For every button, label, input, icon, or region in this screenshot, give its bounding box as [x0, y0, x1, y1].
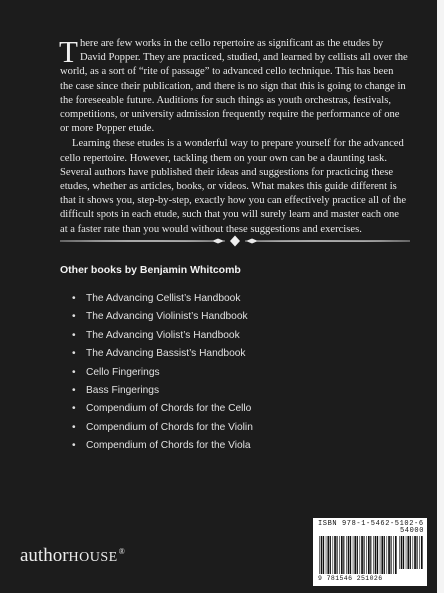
- barcode-bar: [337, 536, 338, 574]
- book-list-item: [72, 345, 253, 363]
- book-list-item: [72, 400, 253, 418]
- price-addon-text: 54000: [400, 527, 425, 535]
- barcode-bar: [354, 536, 356, 574]
- book-list-item: [72, 382, 253, 400]
- other-books-heading: Other books by Benjamin Whitcomb: [60, 264, 241, 276]
- barcode-bar: [413, 536, 414, 569]
- blurb: [59, 34, 408, 237]
- barcode-bar: [373, 536, 374, 574]
- barcode-bar: [357, 536, 358, 574]
- barcode-bar: [334, 536, 336, 574]
- bullet-icon: •: [72, 293, 76, 304]
- barcode-bar: [388, 536, 390, 574]
- barcode-bar: [333, 536, 334, 574]
- bullet-icon: •: [72, 440, 76, 452]
- barcode-bar: [346, 536, 347, 574]
- barcode-bar: [419, 536, 420, 569]
- barcode-bar: [381, 536, 383, 574]
- book-title: Bass Fingerings: [86, 384, 160, 396]
- ornament-divider: [60, 234, 410, 248]
- book-title: Cello Fingerings: [86, 366, 160, 378]
- book-list-item: [72, 290, 253, 308]
- blurb-paragraph-1-text: here are few works in the cello repertoire as significant as the etudes by David Popper. They are practiced, studied, and learned by cellists all over the world, as a sort of “rite of passage” to advanced cello technique. This has been the case since their publication, and there is no sign that this is going to change in the foreseeable future. Auditions for such things as youth orchestras, festivals, competitions, or university admission frequently require the performance of one or more Popper etude.: [60, 38, 408, 135]
- book-title: Compendium of Chords for the Violin: [86, 421, 253, 433]
- barcode-bar: [368, 536, 370, 574]
- barcode-bar: [421, 536, 423, 569]
- book-title: Compendium of Chords for the Cello: [86, 403, 252, 415]
- barcode-bar: [326, 536, 327, 574]
- bullet-icon: •: [72, 384, 76, 396]
- barcode-bar: [391, 536, 392, 574]
- barcode-bar: [353, 536, 354, 574]
- bullet-icon: •: [72, 366, 76, 378]
- barcode-bar: [361, 536, 363, 574]
- barcode-bar: [393, 536, 394, 574]
- book-title: Compendium of Chords for the Viola: [86, 440, 251, 452]
- page-edge: [437, 0, 444, 593]
- barcode-bar: [319, 536, 320, 574]
- barcode-bar: [350, 536, 351, 574]
- bullet-icon: •: [72, 329, 76, 341]
- barcode-bar: [370, 536, 371, 574]
- barcode-bar: [330, 536, 331, 574]
- barcode-bar: [323, 536, 324, 574]
- barcode-bar: [366, 536, 367, 574]
- barcode-bar: [414, 536, 416, 569]
- barcode-bar: [360, 536, 361, 574]
- book-title: The Advancing Cellist’s Handbook: [86, 293, 241, 304]
- book-list-item: [72, 364, 253, 382]
- book-list-item: [72, 419, 253, 437]
- barcode-bar: [343, 536, 344, 574]
- barcode-digits: 9 781546 251026: [318, 575, 383, 582]
- blurb-paragraph-2: Learning these etudes is a wonderful way to prepare yourself for the advanced cello repertoire. However, tackling them on your own can be a daunting task. Several authors have published their ideas and suggestions for practicing these etudes, whether as articles, books, or videos. What makes this guide different is that it shows you, step-by-step, exactly how you can effectively practice all of the difficult spots in each etude, such that you will surely learn and master each one at a faster rate than you would without these suggestions and exercises.: [60, 138, 407, 235]
- bullet-icon: •: [72, 348, 76, 360]
- book-title: The Advancing Violist’s Handbook: [86, 329, 240, 341]
- drop-cap: T: [59, 34, 78, 69]
- barcode-bar: [410, 536, 411, 569]
- other-books-list: [72, 290, 253, 456]
- barcode-bar: [375, 536, 377, 574]
- barcode-bar: [384, 536, 385, 574]
- barcode-bar: [327, 536, 329, 574]
- barcode-bar: [321, 536, 323, 574]
- addon-barcode-bars: [399, 536, 423, 569]
- book-title: The Advancing Bassist’s Handbook: [86, 348, 246, 360]
- barcode-bar: [395, 536, 397, 574]
- bullet-icon: •: [72, 421, 76, 433]
- barcode-bar: [387, 536, 388, 574]
- book-list-item: [72, 327, 253, 345]
- barcode-bar: [380, 536, 381, 574]
- book-title: The Advancing Violinist’s Handbook: [86, 311, 248, 323]
- barcode-bar: [417, 536, 418, 569]
- barcode-bar: [403, 536, 404, 569]
- book-list-item: [72, 437, 253, 455]
- barcode-bar: [407, 536, 409, 569]
- isbn-barcode: [313, 518, 427, 586]
- barcode-bar: [339, 536, 340, 574]
- blurb-paragraph-1: [59, 34, 408, 136]
- bullet-icon: •: [72, 311, 76, 323]
- isbn-text: ISBN 978-1-5462-5102-6: [318, 520, 424, 528]
- barcode-bar: [348, 536, 350, 574]
- book-list-item: [72, 308, 253, 326]
- barcode-bar: [364, 536, 365, 574]
- publisher-logo: authorHOUSE®: [20, 545, 125, 566]
- barcode-bar: [401, 536, 403, 569]
- barcode-bar: [341, 536, 343, 574]
- bullet-icon: •: [72, 403, 76, 415]
- barcode-bars: [319, 536, 397, 574]
- barcode-bar: [406, 536, 407, 569]
- barcode-bar: [377, 536, 378, 574]
- barcode-bar: [399, 536, 400, 569]
